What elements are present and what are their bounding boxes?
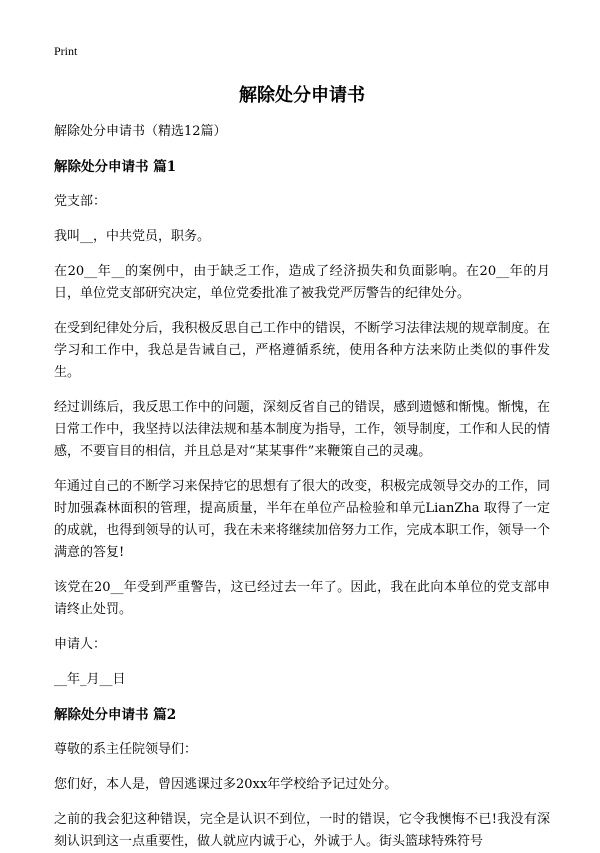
paragraph: 经过训练后，我反思工作中的问题，深刻反省自己的错误，感到遗憾和惭愧。惭愧，在日常工作中，我坚持以法律法规和基本制度为指导，工作，领导制度，工作和人民的情感，不要盲目的相信，并且总是对“某某事件”来鞭策自己的灵魂。 — [54, 400, 550, 459]
paragraph: 党支部： — [54, 194, 107, 209]
paragraph: 尊敬的系主任院领导们： — [54, 742, 198, 757]
paragraph: 该党在20__年受到严重警告，这已经过去一年了。因此，我在此向本单位的党支部申请终止处罚。 — [54, 580, 550, 617]
paragraph: 在受到纪律处分后，我积极反思自己工作中的错误，不断学习法律法规的规章制度。在学习和工作中，我总是告诫自己，严格遵循系统，使用各种方法来防止类似的事件发生。 — [54, 321, 550, 380]
document-title: 解除处分申请书 — [239, 85, 365, 106]
paragraph: 您们好，本人是，曾因逃课过多20xx年学校给予记过处分。 — [54, 777, 398, 792]
date-line: __年_月__日 — [54, 672, 126, 687]
print-link[interactable]: Print — [54, 44, 78, 58]
applicant-label: 申请人： — [54, 637, 107, 652]
paragraph: 年通过自己的不断学习来保持它的思想有了很大的改变，积极完成领导交办的工作，同时加强森林面积的管理，提高质量，半年在单位产品检验和单元LianZha 取得了一定的成就，也得到领导的认可，我在未来将继续加倍努力工作，完成本职工作，领导一个满意的答复! — [54, 479, 550, 560]
paragraph: 之前的我会犯这种错误，完全是认识不到位，一时的错误，它令我懊悔不已!我没有深刻认识到这一点重要性，做人就应内诚于心，外诚于人。街头篮球特殊符号 — [54, 812, 550, 849]
document-subtitle: 解除处分申请书（精选12篇） — [54, 124, 227, 139]
paragraph: 在20__年__的案例中，由于缺乏工作，造成了经济损失和负面影响。在20__年的月日，单位党支部研究决定，单位党委批准了被我党严厉警告的纪律处分。 — [54, 264, 550, 301]
paragraph: 我叫__，中共党员，职务。 — [54, 229, 211, 244]
section-1-heading: 解除处分申请书 篇1 — [54, 159, 177, 175]
section-2-heading: 解除处分申请书 篇2 — [54, 707, 177, 723]
